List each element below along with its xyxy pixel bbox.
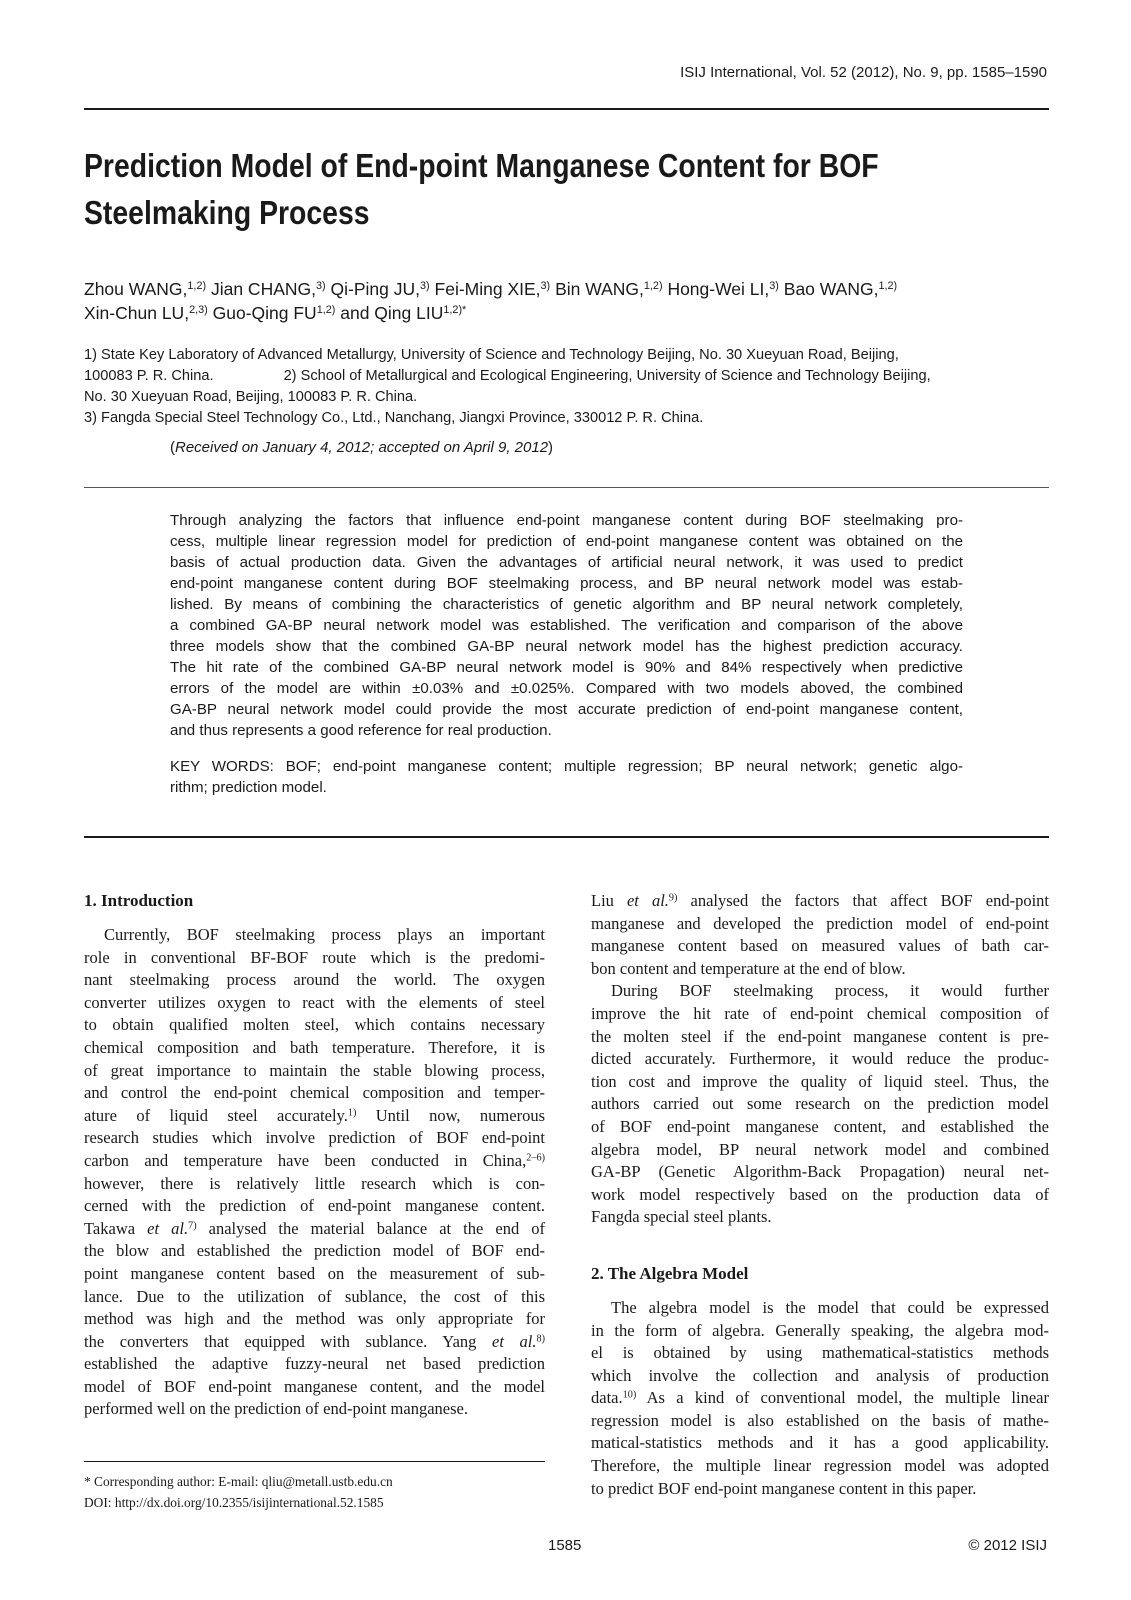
text-line: Currently, BOF steelmaking process plays an important (104, 925, 545, 944)
author: and Qing $LIU^{1,2)*}$ (340, 303, 467, 323)
keywords-line: KEY WORDS: BOF; end-point manganese content; multiple regression; BP neural network; genetic algo- (170, 758, 963, 775)
abstract-line: cess, multiple linear regression model for prediction of end-point manganese content was obtained on the (170, 533, 963, 550)
author: Bao WANG,$^{1,2)}$ (783, 279, 898, 299)
section-heading-introduction: 1. Introduction (84, 891, 194, 910)
section-heading-algebra-model: 2. The Algebra Model (591, 1263, 749, 1283)
text-line: el is obtained by using mathematical-statistics methods (591, 1343, 1049, 1363)
text-line: algebra model, BP neural network model and combined (591, 1139, 1049, 1159)
abstract-line: end-point manganese content during BOF steelmaking process, and BP neural network model was estab- (170, 575, 963, 592)
citation: 8) (536, 1333, 545, 1345)
affiliation-2: 2) School of Metallurgical and Ecological Engineering, University of Science and Technology Beijing, (283, 368, 931, 384)
citation: 7) (188, 1220, 197, 1232)
text-line: carbon and temperature have been conducted in China,$^{2-6)}$ (84, 1150, 545, 1170)
text-line: lance. Due to the utilization of sublance, the cost of this (84, 1286, 545, 1306)
text-line: established the adaptive fuzzy-neural net based prediction (84, 1354, 545, 1374)
text-line: to obtain qualified molten steel, which contains necessary (84, 1015, 545, 1035)
text-line: which involve the collection and analysis of production (591, 1365, 1049, 1385)
text-line: chemical composition and bath temperature. Therefore, it is (84, 1037, 545, 1057)
text-line: of BOF end-point manganese content, and established the (591, 1116, 1049, 1136)
citation: 1) (347, 1107, 357, 1119)
affiliation-1: 1) State Key Laboratory of Advanced Metallurgy, University of Science and Technology Beijing, No. 30 Xueyuan Road, Beijing, (84, 347, 899, 363)
affiliation-3: 3) Fangda Special Steel Technology Co., Ltd., Nanchang, Jiangxi Province, 330012 P. R. China. (84, 410, 704, 426)
author: Zhou WANG,$^{1,2)}$ (84, 279, 207, 299)
text-line: converter utilizes oxygen to react with the elements of steel (84, 992, 545, 1012)
abstract-line: and thus represents a good reference for real production. (170, 722, 552, 739)
text-line: regression model is also established on the basis of mathe- (591, 1410, 1049, 1430)
text-line: bon content and temperature at the end of blow. (591, 958, 906, 978)
text-line: and control the end-point chemical composition and temper- (84, 1083, 545, 1103)
received-dates: (Received on January 4, 2012; accepted on April 9, 2012) (170, 439, 554, 456)
abstract-line: basis of actual production data. Given the advantages of artificial neural network, it was used to predict (170, 554, 963, 571)
text-line: ature of liquid steel accurately.$^{1)}$ Until now, numerous (84, 1105, 546, 1125)
abstract (170, 510, 963, 741)
text-line: GA-BP (Genetic Algorithm-Back Propagation) neural net- (591, 1162, 1049, 1182)
keywords (170, 756, 963, 798)
text-line: in the form of algebra. Generally speaking, the algebra mod- (591, 1320, 1049, 1340)
text-line: point manganese content based on the measurement of sub- (84, 1263, 545, 1283)
citation: 9) (668, 892, 678, 904)
text-line: data.$^{10)}$ As a kind of conventional model, the multiple linear (591, 1388, 1049, 1408)
abstract-line: a combined GA-BP neural network model was established. The verification and comparison of the above (170, 617, 963, 634)
abstract-line: lished. By means of combining the characteristics of genetic algorithm and BP neural network completely, (170, 596, 963, 613)
right-column (591, 890, 1049, 1500)
footnote-rule (84, 1461, 545, 1462)
left-column (84, 890, 545, 1421)
corresponding-author-note: * Corresponding author: E-mail: qliu@metall.ustb.edu.cn (84, 1474, 393, 1489)
text-line: to predict BOF end-point manganese content in this paper. (591, 1478, 977, 1498)
running-head: ISIJ International, Vol. 52 (2012), No. 9, pp. 1585–1590 (680, 64, 1047, 81)
abstract-line: three models show that the combined GA-BP neural network model has the highest prediction accuracy. (170, 638, 963, 655)
text-line: matical-statistics methods and it has a good applicability. (591, 1433, 1049, 1453)
abstract-line: GA-BP neural network model could provide the most accurate prediction of end-point manganese content, (170, 701, 963, 718)
author-list (84, 277, 1049, 325)
paper-title: Prediction Model of End-point Manganese Content for BOF Steelmaking Process (84, 147, 879, 231)
text-line: During BOF steelmaking process, it would further (611, 981, 1049, 1001)
affiliation-2-cont: No. 30 Xueyuan Road, Beijing, 100083 P. R. China. (84, 389, 418, 405)
text-line: however, there is relatively little research which is con- (84, 1173, 545, 1193)
abstract-line: errors of the model are within ±0.03% and ±0.025%. Compared with two models aboved, the combined (170, 680, 963, 697)
text-line: dicted accurately. Furthermore, it would reduce the produc- (591, 1049, 1049, 1069)
header-rule (84, 108, 1049, 110)
text-line: the converters that equipped with sublance. Yang et al.$^{8)}$ (84, 1331, 545, 1351)
intro-paragraph (591, 980, 1049, 1229)
affiliations (84, 345, 1049, 429)
citation: 10) (622, 1389, 637, 1401)
text-line: role in conventional BF-BOF route which is the predomi- (84, 947, 545, 967)
text-line: nant steelmaking process around the world. The oxygen (84, 970, 545, 990)
text-line: cerned with the prediction of end-point manganese content. (84, 1196, 545, 1216)
keywords-line: rithm; prediction model. (170, 779, 327, 796)
text-line: Takawa et al.$^{7)}$ analysed the material balance at the end of (84, 1218, 546, 1238)
text-line: manganese and developed the prediction model of end-point (591, 913, 1049, 933)
intro-paragraph (84, 924, 545, 1421)
text-line: Fangda special steel plants. (591, 1207, 772, 1227)
text-line: tion cost and improve the quality of liquid steel. Thus, the (591, 1071, 1049, 1091)
intro-paragraph (591, 890, 1049, 980)
text-line: Therefore, the multiple linear regression model was adopted (591, 1456, 1049, 1476)
doi-note: DOI: http://dx.doi.org/10.2355/isijinternational.52.1585 (84, 1495, 384, 1510)
author: Bin WANG,$^{1,2)}$ (555, 279, 663, 299)
abstract-line: The hit rate of the combined GA-BP neural network model is 90% and 84% respectively when predictive (170, 659, 963, 676)
affiliation-1-cont: 100083 P. R. China. (84, 368, 214, 384)
text-line: the blow and established the prediction model of BOF end- (84, 1241, 545, 1261)
text-line: performed well on the prediction of end-point manganese. (84, 1399, 468, 1419)
text-line: Liu et al.$^{9)}$ analysed the factors that affect BOF end-point (591, 891, 1049, 910)
citation: 2–6) (526, 1152, 545, 1164)
text-line: research studies which involve prediction of BOF end-point (84, 1128, 545, 1148)
text-line: manganese content based on measured values of bath car- (591, 936, 1049, 956)
abstract-line: Through analyzing the factors that influence end-point manganese content during BOF steelmaking pro- (170, 512, 963, 529)
text-line: method was high and the method was only appropriate for (84, 1309, 545, 1329)
text-line: authors carried out some research on the prediction model (591, 1094, 1049, 1114)
text-line: improve the hit rate of end-point chemical composition of (591, 1003, 1049, 1023)
algebra-paragraph (591, 1297, 1049, 1500)
author: Hong-Wei LI,$^{3)}$ (667, 279, 779, 299)
author: Xin-Chun LU,$^{2,3)}$ (84, 303, 208, 323)
page-number: 1585 (548, 1537, 582, 1554)
text-line: work model respectively based on the production data of (591, 1184, 1049, 1204)
abstract-bottom-rule (84, 836, 1049, 838)
author: Fei-Ming XIE,$^{3)}$ (434, 279, 551, 299)
footnotes (84, 1471, 393, 1513)
text-line: the molten steel if the end-point manganese content is pre- (591, 1026, 1049, 1046)
author: Qi-Ping JU,$^{3)}$ (330, 279, 430, 299)
text-line: of great importance to maintain the stable blowing process, (84, 1060, 545, 1080)
copyright: © 2012 ISIJ (968, 1537, 1047, 1554)
abstract-top-rule (84, 487, 1049, 488)
text-line: The algebra model is the model that could be expressed (611, 1297, 1049, 1317)
author: Jian CHANG,$^{3)}$ (210, 279, 326, 299)
author: Guo-Qing FU$^{1,2)}$ (212, 303, 336, 323)
text-line: model of BOF end-point manganese content, and the model (84, 1376, 545, 1396)
